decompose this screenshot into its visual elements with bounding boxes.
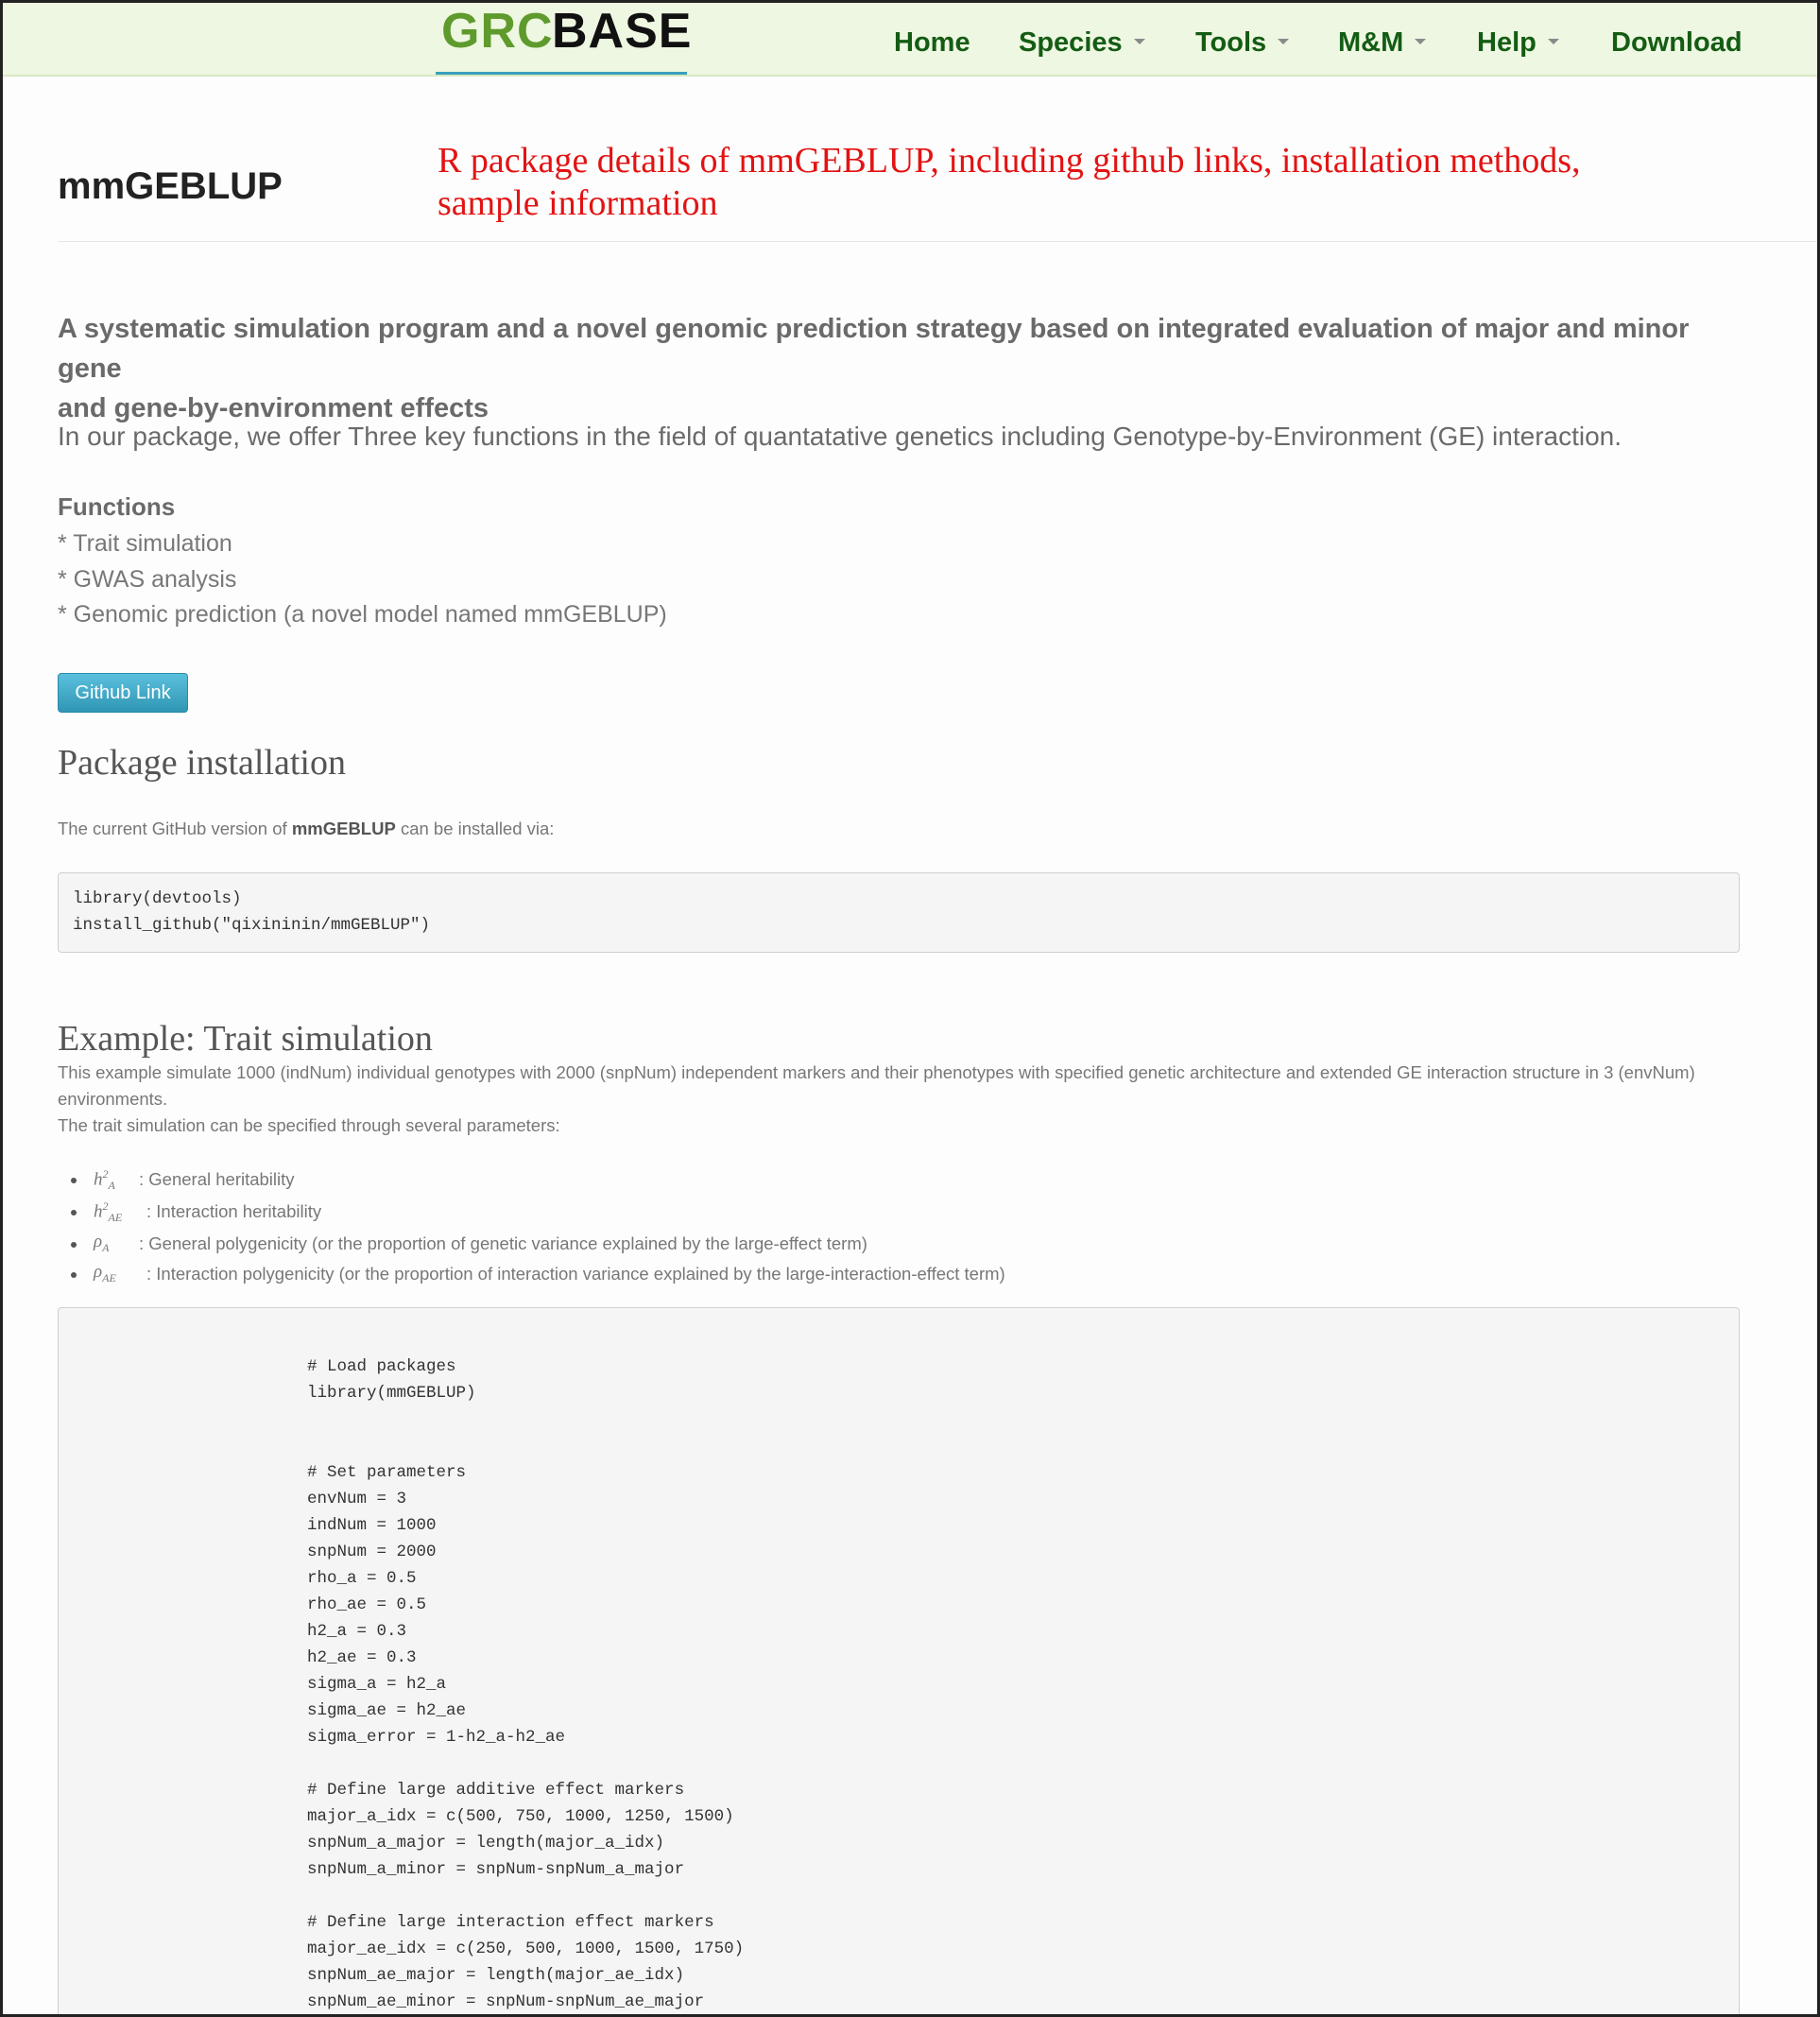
param-text: : General heritability xyxy=(139,1169,295,1189)
example-code-block[interactable] xyxy=(58,1307,1740,2017)
example-heading: Example: Trait simulation xyxy=(58,1019,433,1059)
bullet-icon xyxy=(71,1242,77,1248)
code-line: major_a_idx = c(500, 750, 1000, 1250, 1500) xyxy=(307,1807,734,1826)
installation-heading: Package installation xyxy=(58,743,346,783)
param-symbol: $\rho_{AE}$ xyxy=(94,1262,116,1284)
example-desc-line-2: environments. xyxy=(58,1089,168,1109)
bullet-icon xyxy=(71,1210,77,1215)
function-item: * GWAS analysis xyxy=(58,566,237,593)
example-description xyxy=(58,1060,1787,1139)
annotation-line-1: R package details of mmGEBLUP, including github links, installation methods, xyxy=(438,141,1581,181)
function-item: * Trait simulation xyxy=(58,530,232,557)
red-annotation xyxy=(438,140,1619,225)
code-line: snpNum_ae_major = length(major_ae_idx) xyxy=(307,1966,685,1985)
logo-base-text: BASE xyxy=(552,4,693,59)
nav-download-label: Download xyxy=(1611,27,1743,58)
page-title: mmGEBLUP xyxy=(58,165,283,207)
chevron-down-icon xyxy=(1548,39,1559,44)
code-line: snpNum_a_minor = snpNum-snpNum_a_major xyxy=(307,1860,685,1879)
code-line: rho_a = 0.5 xyxy=(307,1569,417,1588)
code-line: envNum = 3 xyxy=(307,1490,407,1508)
install-code-block[interactable] xyxy=(58,872,1740,953)
nav-tools-label: Tools xyxy=(1195,27,1267,58)
chevron-down-icon xyxy=(1278,39,1289,44)
nav-species-label: Species xyxy=(1019,27,1123,58)
annotation-line-2: sample information xyxy=(438,183,718,223)
chevron-down-icon xyxy=(1134,39,1145,44)
code-line: # Load packages xyxy=(307,1357,456,1376)
function-item: * Genomic prediction (a novel model named mmGEBLUP) xyxy=(58,601,667,628)
code-line: # Set parameters xyxy=(307,1463,467,1482)
github-link-button[interactable]: Github Link xyxy=(58,673,188,713)
code-line: snpNum_a_major = length(major_a_idx) xyxy=(307,1834,665,1853)
header-divider xyxy=(58,241,1820,242)
code-line: sigma_ae = h2_ae xyxy=(307,1701,467,1720)
code-line: h2_a = 0.3 xyxy=(307,1622,407,1641)
param-text: : Interaction heritability xyxy=(146,1201,322,1221)
nav-species[interactable] xyxy=(1019,27,1145,59)
code-line: sigma_error = 1-h2_a-h2_ae xyxy=(307,1728,566,1747)
nav-download[interactable] xyxy=(1611,27,1743,59)
code-line: library(mmGEBLUP) xyxy=(307,1384,476,1403)
param-text: : General polygenicity (or the proportion of genetic variance explained by the large-effect term) xyxy=(139,1233,867,1253)
param-symbol: $h^2_A$ xyxy=(94,1167,115,1193)
subtitle-line-1: A systematic simulation program and a novel genomic prediction strategy based on integrated evaluation of major and minor gene xyxy=(58,314,1690,384)
param-symbol: $h^2_{AE}$ xyxy=(94,1199,123,1225)
nav-tools[interactable] xyxy=(1195,27,1289,59)
bullet-icon xyxy=(71,1272,77,1278)
bullet-icon xyxy=(71,1178,77,1183)
functions-heading: Functions xyxy=(58,492,176,521)
site-logo[interactable] xyxy=(436,4,693,75)
install-text-suffix: can be installed via: xyxy=(395,819,555,838)
code-line: library(devtools) xyxy=(73,889,242,908)
code-line: h2_ae = 0.3 xyxy=(307,1648,417,1667)
nav-home[interactable] xyxy=(894,27,970,59)
code-line: major_ae_idx = c(250, 500, 1000, 1500, 1750) xyxy=(307,1939,745,1958)
chevron-down-icon xyxy=(1415,39,1426,44)
logo-grc-text: GRC xyxy=(441,4,554,59)
nav-mm-label: M&M xyxy=(1338,27,1404,58)
nav-mm[interactable] xyxy=(1338,27,1426,59)
code-line: install_github("qixininin/mmGEBLUP") xyxy=(73,916,431,935)
nav-home-label: Home xyxy=(894,27,970,58)
param-symbol: $\rho_A$ xyxy=(94,1232,110,1254)
code-line: # Define large additive effect markers xyxy=(307,1781,685,1800)
subtitle-line-2: and gene-by-environment effects xyxy=(58,393,489,423)
install-text-prefix: The current GitHub version of xyxy=(58,819,292,838)
install-package-name: mmGEBLUP xyxy=(291,819,396,838)
nav-help[interactable] xyxy=(1477,27,1559,59)
code-line: sigma_a = h2_a xyxy=(307,1675,447,1694)
top-navbar xyxy=(3,3,1817,77)
code-line: snpNum_ae_minor = snpNum-snpNum_ae_major xyxy=(307,1992,705,2011)
example-desc-line-3: The trait simulation can be specified through several parameters: xyxy=(58,1115,560,1135)
param-text: : Interaction polygenicity (or the proportion of interaction variance explained by the large-interaction-effect term) xyxy=(146,1264,1005,1284)
intro-text: In our package, we offer Three key functions in the field of quantatative genetics including Genotype-by-Environment (GE) interaction. xyxy=(58,422,1623,451)
nav-help-label: Help xyxy=(1477,27,1537,58)
installation-text xyxy=(58,816,554,842)
code-line: snpNum = 2000 xyxy=(307,1543,437,1561)
package-subtitle xyxy=(58,309,1759,428)
code-line: rho_ae = 0.5 xyxy=(307,1595,427,1614)
example-desc-line-1: This example simulate 1000 (indNum) individual genotypes with 2000 (snpNum) independent markers and their phenotypes with specified genetic architecture and extended GE interaction structure in 3 (envNum) xyxy=(58,1062,1695,1082)
code-line: # Define large interaction effect markers xyxy=(307,1913,714,1932)
code-line: indNum = 1000 xyxy=(307,1516,437,1535)
